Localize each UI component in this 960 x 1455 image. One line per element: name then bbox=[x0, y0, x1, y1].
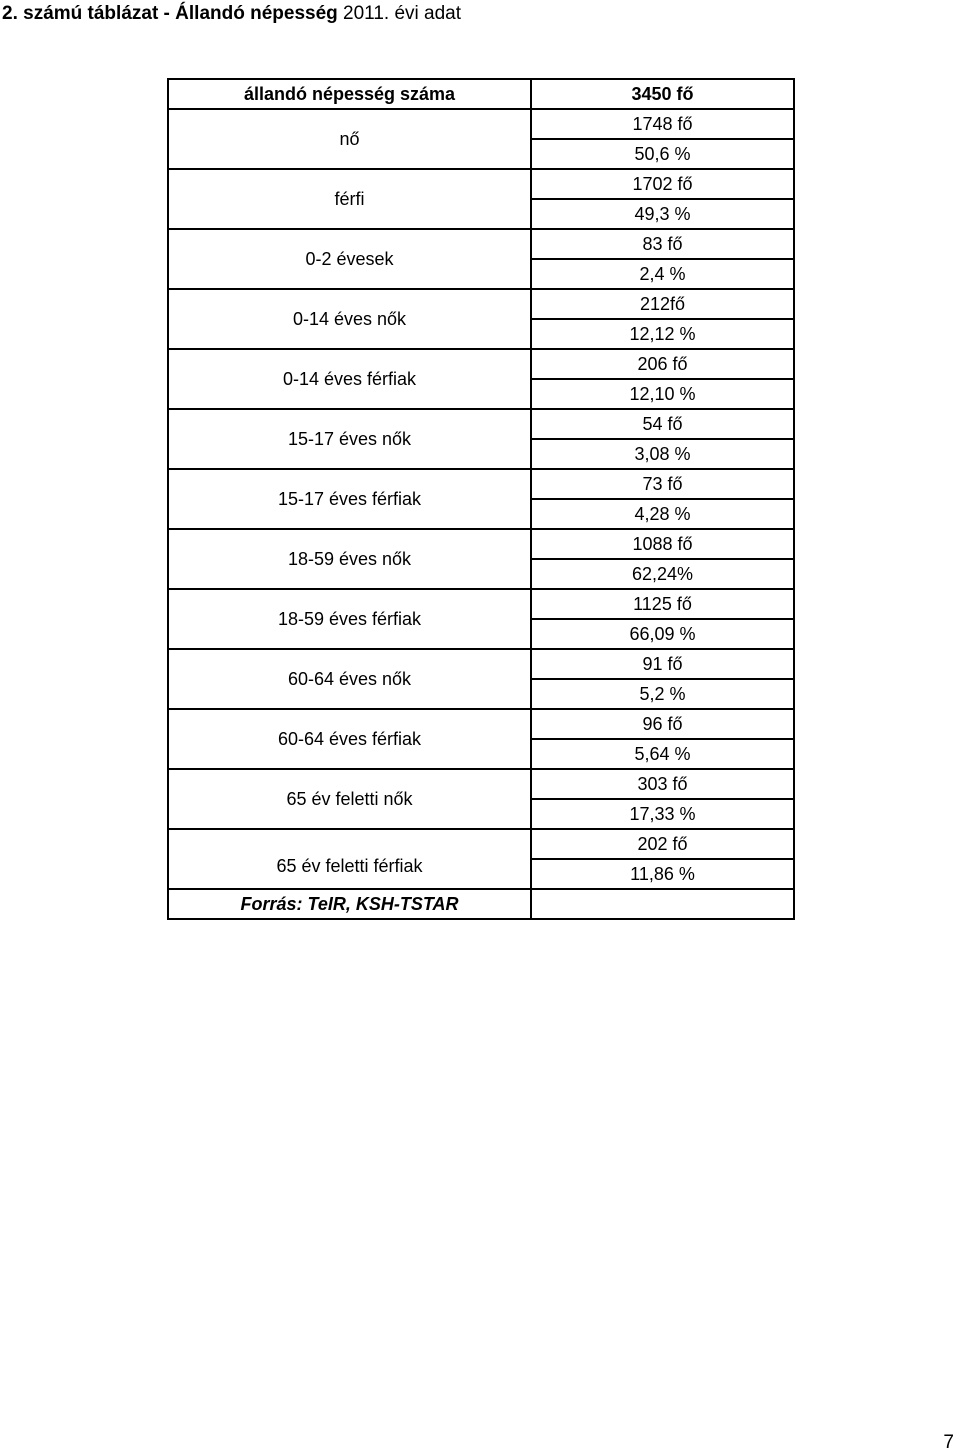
row-count: 54 fő bbox=[531, 409, 794, 439]
table-row bbox=[168, 169, 794, 199]
empty-value-cell bbox=[531, 889, 794, 919]
row-percent: 50,6 % bbox=[531, 139, 794, 169]
row-count: 73 fő bbox=[531, 469, 794, 499]
row-percent: 11,86 % bbox=[531, 859, 794, 889]
row-label: 60-64 éves férfiak bbox=[168, 709, 531, 769]
row-percent: 62,24% bbox=[531, 559, 794, 589]
source-note: Forrás: TeIR, KSH-TSTAR bbox=[168, 889, 531, 919]
row-label: 18-59 éves nők bbox=[168, 529, 531, 589]
table-header-row bbox=[168, 79, 794, 109]
table-source-row bbox=[168, 889, 794, 919]
row-percent: 17,33 % bbox=[531, 799, 794, 829]
row-label: 15-17 éves férfiak bbox=[168, 469, 531, 529]
table-row bbox=[168, 109, 794, 139]
row-label: férfi bbox=[168, 169, 531, 229]
row-percent: 49,3 % bbox=[531, 199, 794, 229]
row-count: 96 fő bbox=[531, 709, 794, 739]
row-percent: 12,10 % bbox=[531, 379, 794, 409]
table-row bbox=[168, 349, 794, 379]
table-caption-year: 2011. évi adat bbox=[337, 3, 462, 24]
table-row bbox=[168, 589, 794, 619]
table-row bbox=[168, 709, 794, 739]
row-label-cell bbox=[168, 829, 531, 889]
row-label: 0-14 éves nők bbox=[168, 289, 531, 349]
row-percent: 5,64 % bbox=[531, 739, 794, 769]
row-percent: 12,12 % bbox=[531, 319, 794, 349]
table-row bbox=[168, 409, 794, 439]
row-count: 303 fő bbox=[531, 769, 794, 799]
row-percent: 3,08 % bbox=[531, 439, 794, 469]
table-row bbox=[168, 469, 794, 499]
table-caption bbox=[2, 2, 461, 26]
row-count: 91 fő bbox=[531, 649, 794, 679]
population-table-body bbox=[168, 79, 794, 919]
row-count: 1702 fő bbox=[531, 169, 794, 199]
row-label: 0-2 évesek bbox=[168, 229, 531, 289]
row-label: 65 év feletti nők bbox=[168, 769, 531, 829]
row-count: 212fő bbox=[531, 289, 794, 319]
table-caption-main: 2. számú táblázat - Állandó népesség bbox=[2, 3, 338, 24]
row-count: 1125 fő bbox=[531, 589, 794, 619]
row-count: 1748 fő bbox=[531, 109, 794, 139]
row-count: 206 fő bbox=[531, 349, 794, 379]
row-percent: 5,2 % bbox=[531, 679, 794, 709]
row-label: 65 év feletti férfiak bbox=[276, 856, 423, 876]
header-label-cell: állandó népesség száma bbox=[168, 79, 531, 109]
row-percent: 66,09 % bbox=[531, 619, 794, 649]
row-count: 202 fő bbox=[531, 829, 794, 859]
page-number: 7 bbox=[943, 1432, 954, 1453]
row-label: 18-59 éves férfiak bbox=[168, 589, 531, 649]
table-row bbox=[168, 769, 794, 799]
row-percent: 2,4 % bbox=[531, 259, 794, 289]
row-label: 60-64 éves nők bbox=[168, 649, 531, 709]
row-percent: 4,28 % bbox=[531, 499, 794, 529]
table-row bbox=[168, 829, 794, 859]
table-row bbox=[168, 229, 794, 259]
row-count: 1088 fő bbox=[531, 529, 794, 559]
row-count: 83 fő bbox=[531, 229, 794, 259]
row-label: nő bbox=[168, 109, 531, 169]
table-row bbox=[168, 649, 794, 679]
row-label: 15-17 éves nők bbox=[168, 409, 531, 469]
table-row bbox=[168, 529, 794, 559]
header-total-cell: 3450 fő bbox=[531, 79, 794, 109]
row-label: 0-14 éves férfiak bbox=[168, 349, 531, 409]
table-row bbox=[168, 289, 794, 319]
population-table bbox=[167, 78, 795, 920]
